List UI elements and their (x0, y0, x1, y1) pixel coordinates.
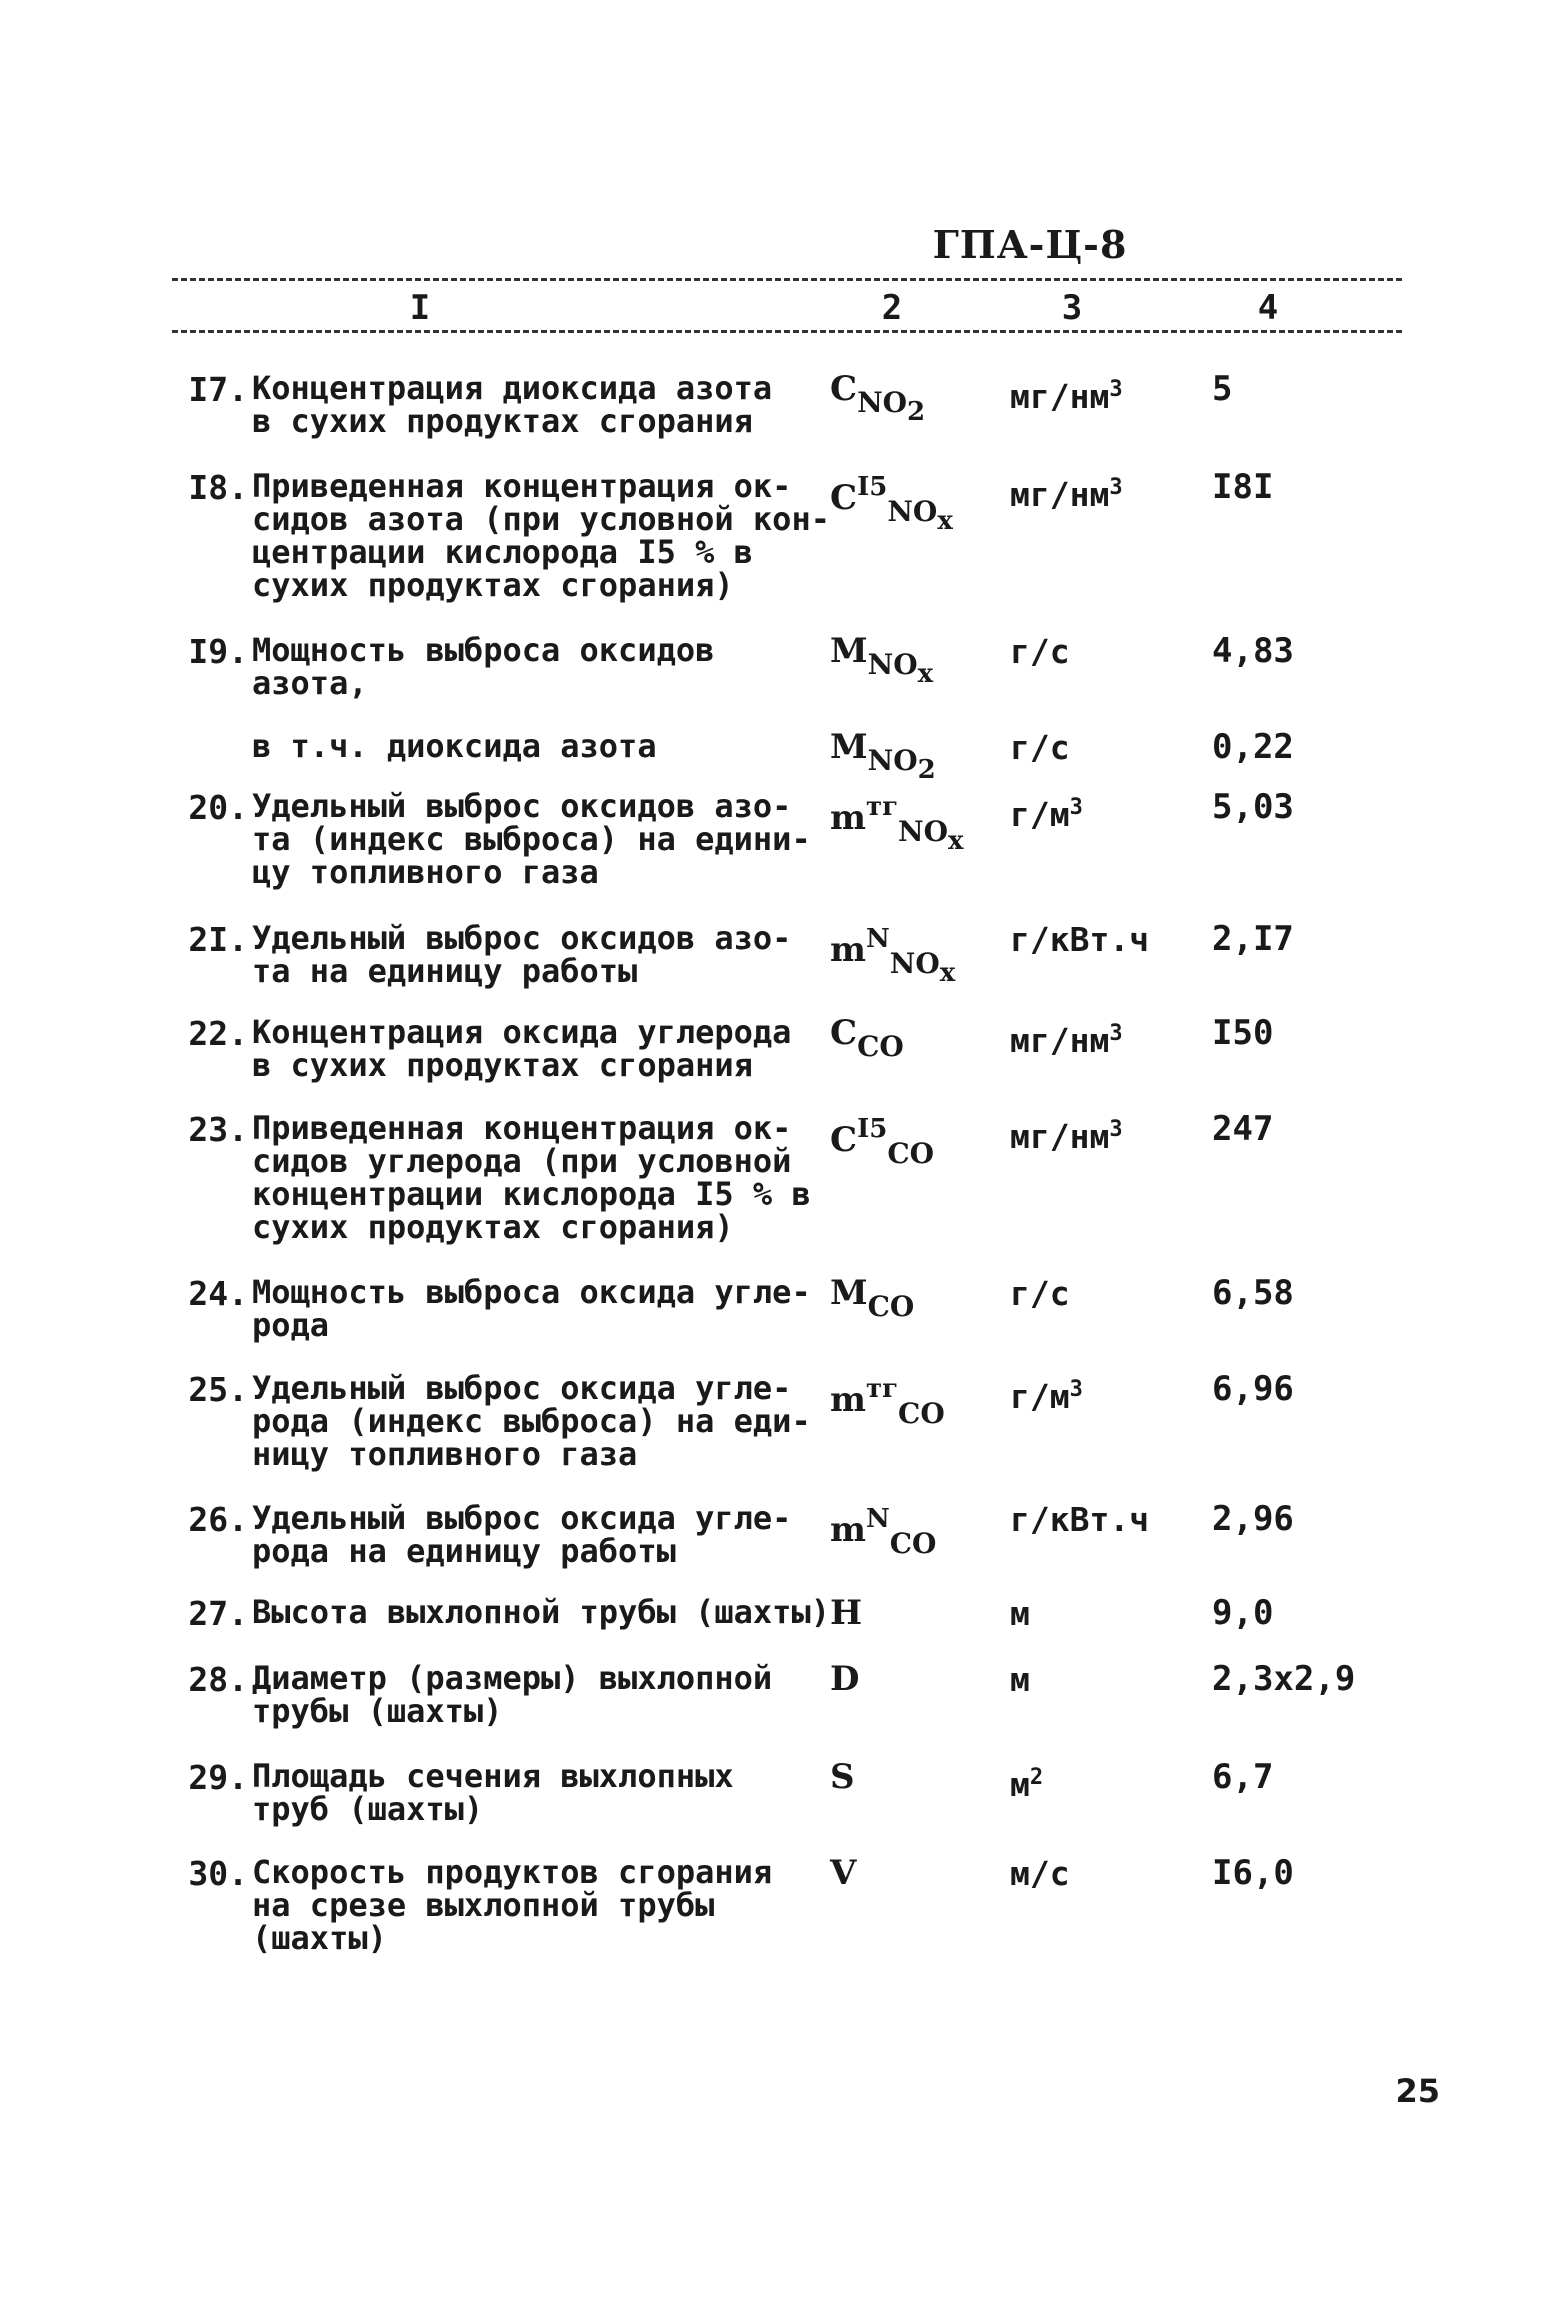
row-number: 29. (188, 1758, 248, 1797)
unit-text: м (1010, 1765, 1030, 1804)
parameter-value: 0,22 (1212, 727, 1294, 767)
unit-exponent: 3 (1109, 377, 1123, 402)
parameter-value: I8I (1212, 467, 1274, 507)
unit-of-measure (1010, 1760, 1170, 1802)
parameter-symbol (830, 1853, 990, 1893)
symbol-base: C (830, 1120, 858, 1160)
symbol-subscript (889, 947, 956, 988)
parameter-symbol (830, 1593, 990, 1633)
unit-exponent: 3 (1069, 795, 1083, 820)
parameter-symbol (830, 631, 990, 692)
unit-of-measure (1010, 922, 1170, 957)
unit-text: мг/нм (1010, 1021, 1110, 1060)
parameter-description: Приведенная концентрация ок- сидов азота (при условной кон- центрации кислорода I5 % в сухих продуктах сгорания) (252, 467, 830, 604)
symbol-subscript (887, 1137, 934, 1170)
symbol-superscript: N (865, 1504, 890, 1534)
symbol-subscript-text: CO (887, 1137, 935, 1170)
unit-text: м (1010, 1660, 1030, 1699)
symbol-base: H (830, 1593, 863, 1633)
symbol-superscript: тг (865, 1374, 899, 1404)
symbol-subscript-text: CO (889, 1527, 937, 1560)
symbol-subscript (867, 648, 934, 689)
symbol-superscript: I5 (857, 472, 888, 502)
parameter-value: I50 (1212, 1013, 1274, 1053)
symbol-base: C (830, 369, 858, 409)
symbol-base: C (830, 478, 858, 518)
parameter-symbol (830, 470, 990, 539)
page-number: 25 (1395, 2072, 1440, 2110)
parameter-value: 2,I7 (1212, 919, 1294, 959)
parameter-value: 6,58 (1212, 1273, 1294, 1313)
unit-exponent: 3 (1109, 1021, 1123, 1046)
row-number: 26. (188, 1500, 248, 1539)
unit-text: мг/нм (1010, 1117, 1110, 1156)
symbol-superscript: I5 (857, 1114, 888, 1144)
symbol-superscript: тг (865, 792, 899, 822)
symbol-subscript-text: NO (898, 815, 949, 848)
symbol-subscript-index: 2 (917, 755, 936, 785)
symbol-base: m (830, 1510, 866, 1550)
row-number: 20. (188, 788, 248, 827)
unit-of-measure (1010, 372, 1170, 414)
parameter-value: 5,03 (1212, 787, 1294, 827)
symbol-subscript-index: x (948, 826, 964, 856)
symbol-base: m (830, 798, 866, 838)
parameter-symbol (830, 1659, 990, 1699)
column-header-4: 4 (1257, 288, 1279, 328)
unit-of-measure (1010, 1016, 1170, 1058)
symbol-subscript-text: CO (898, 1397, 945, 1430)
unit-of-measure (1010, 1662, 1170, 1697)
symbol-subscript-text: NO (887, 495, 938, 528)
parameter-description: Мощность выброса оксида угле- рода (252, 1273, 811, 1344)
symbol-subscript (890, 1527, 937, 1560)
column-header-3: 3 (1061, 288, 1083, 328)
parameter-description: Площадь сечения выхлопных труб (шахты) (252, 1757, 734, 1828)
parameter-description: Высота выхлопной трубы (шахты) (252, 1593, 830, 1631)
unit-of-measure (1010, 1112, 1170, 1154)
unit-of-measure (1010, 790, 1170, 832)
parameter-description: Диаметр (размеры) выхлопной трубы (шахты) (252, 1659, 773, 1730)
unit-of-measure (1010, 730, 1170, 765)
unit-text: г/с (1010, 728, 1070, 767)
unit-text: г/м (1010, 1377, 1070, 1416)
parameter-value: 9,0 (1212, 1593, 1274, 1633)
symbol-subscript-text: CO (857, 1030, 904, 1063)
symbol-subscript-index: 2 (907, 397, 926, 427)
symbol-subscript (887, 495, 953, 536)
symbol-subscript-text: NO (889, 947, 940, 980)
parameter-description: Концентрация оксида углерода в сухих продуктах сгорания (252, 1013, 792, 1084)
symbol-subscript-text: NO (857, 386, 908, 419)
header-rule-bottom (172, 330, 1402, 333)
symbol-base: m (830, 1380, 866, 1420)
parameter-symbol (830, 1757, 990, 1797)
parameter-description: Удельный выброс оксида угле- рода (индекс выброса) на еди- ницу топливного газа (252, 1369, 811, 1473)
column-header-2: 2 (881, 288, 903, 328)
unit-text: мг/нм (1010, 475, 1110, 514)
unit-exponent: 3 (1109, 1117, 1123, 1142)
symbol-superscript: N (865, 924, 890, 954)
symbol-subscript-index: x (939, 958, 956, 988)
symbol-subscript-text: CO (867, 1290, 915, 1323)
symbol-base: V (830, 1853, 857, 1893)
symbol-subscript-text: NO (867, 648, 918, 681)
unit-exponent: 3 (1069, 1377, 1083, 1402)
symbol-subscript-index: x (917, 659, 934, 689)
unit-text: г/м (1010, 795, 1070, 834)
parameter-value: 4,83 (1212, 631, 1294, 671)
parameter-value: 6,7 (1212, 1757, 1274, 1797)
unit-of-measure (1010, 1276, 1170, 1311)
row-number: 28. (188, 1660, 248, 1699)
unit-text: г/с (1010, 1274, 1070, 1313)
unit-of-measure (1010, 470, 1170, 512)
row-number: 24. (188, 1274, 248, 1313)
parameter-symbol (830, 922, 990, 991)
unit-of-measure (1010, 634, 1170, 669)
parameter-description: Удельный выброс оксидов азо- та на единицу работы (252, 919, 792, 990)
header-rule-top (172, 278, 1402, 281)
symbol-base: D (830, 1659, 860, 1699)
unit-text: м/с (1010, 1854, 1070, 1893)
row-number: 25. (188, 1370, 248, 1409)
unit-exponent: 3 (1109, 475, 1123, 500)
symbol-subscript (857, 386, 926, 427)
parameter-value: 2,96 (1212, 1499, 1294, 1539)
row-number: 27. (188, 1594, 248, 1633)
parameter-symbol (830, 1502, 990, 1561)
parameter-value: 5 (1212, 369, 1233, 409)
symbol-base: M (830, 727, 868, 767)
symbol-subscript (868, 1290, 915, 1323)
row-number: I9. (188, 632, 248, 671)
unit-text: г/с (1010, 632, 1070, 671)
unit-of-measure (1010, 1596, 1170, 1631)
column-header-1: I (409, 288, 431, 328)
row-number: 2I. (188, 920, 248, 959)
symbol-base: S (830, 1757, 855, 1797)
parameter-description: Удельный выброс оксидов азо- та (индекс выброса) на едини- цу топливного газа (252, 787, 811, 891)
symbol-base: C (830, 1013, 858, 1053)
unit-text: г/кВт.ч (1010, 1500, 1150, 1539)
symbol-base: M (830, 631, 868, 671)
parameter-symbol (830, 1372, 990, 1431)
unit-text: м (1010, 1594, 1030, 1633)
parameter-value: 6,96 (1212, 1369, 1294, 1409)
parameter-symbol (830, 369, 990, 430)
row-number: 23. (188, 1110, 248, 1149)
parameter-description: Концентрация диоксида азота в сухих продуктах сгорания (252, 369, 773, 440)
unit-text: мг/нм (1010, 377, 1110, 416)
unit-of-measure (1010, 1372, 1170, 1414)
parameter-symbol (830, 790, 990, 859)
unit-of-measure (1010, 1502, 1170, 1537)
parameter-description: Приведенная концентрация ок- сидов углерода (при условной концентрации кислорода I5 % в сухих продуктах сгорания) (252, 1109, 811, 1246)
symbol-subscript (857, 1030, 904, 1063)
row-number: 30. (188, 1854, 248, 1893)
symbol-subscript (898, 815, 964, 856)
parameter-symbol (830, 727, 990, 788)
row-number: I8. (188, 468, 248, 507)
parameter-symbol (830, 1273, 990, 1324)
unit-of-measure (1010, 1856, 1170, 1891)
symbol-base: m (830, 930, 866, 970)
parameter-symbol (830, 1112, 990, 1171)
parameter-description: Удельный выброс оксида угле- рода на единицу работы (252, 1499, 792, 1570)
unit-text: г/кВт.ч (1010, 920, 1150, 959)
symbol-subscript (867, 744, 936, 785)
symbol-subscript (898, 1397, 945, 1430)
parameter-description: в т.ч. диоксида азота (252, 727, 657, 765)
parameter-value: I6,0 (1212, 1853, 1294, 1893)
parameter-value: 247 (1212, 1109, 1274, 1149)
parameter-value: 2,3х2,9 (1212, 1659, 1356, 1699)
parameter-description: Мощность выброса оксидов азота, (252, 631, 715, 702)
symbol-subscript-index: x (937, 506, 953, 536)
unit-exponent: 2 (1029, 1765, 1044, 1790)
row-number: 22. (188, 1014, 248, 1053)
row-number: I7. (188, 370, 248, 409)
document-code: ГПА-Ц-8 (932, 222, 1128, 267)
parameter-symbol (830, 1013, 990, 1064)
symbol-base: M (830, 1273, 868, 1313)
symbol-subscript-text: NO (867, 744, 918, 777)
parameter-description: Скорость продуктов сгорания на срезе выхлопной трубы (шахты) (252, 1853, 773, 1957)
